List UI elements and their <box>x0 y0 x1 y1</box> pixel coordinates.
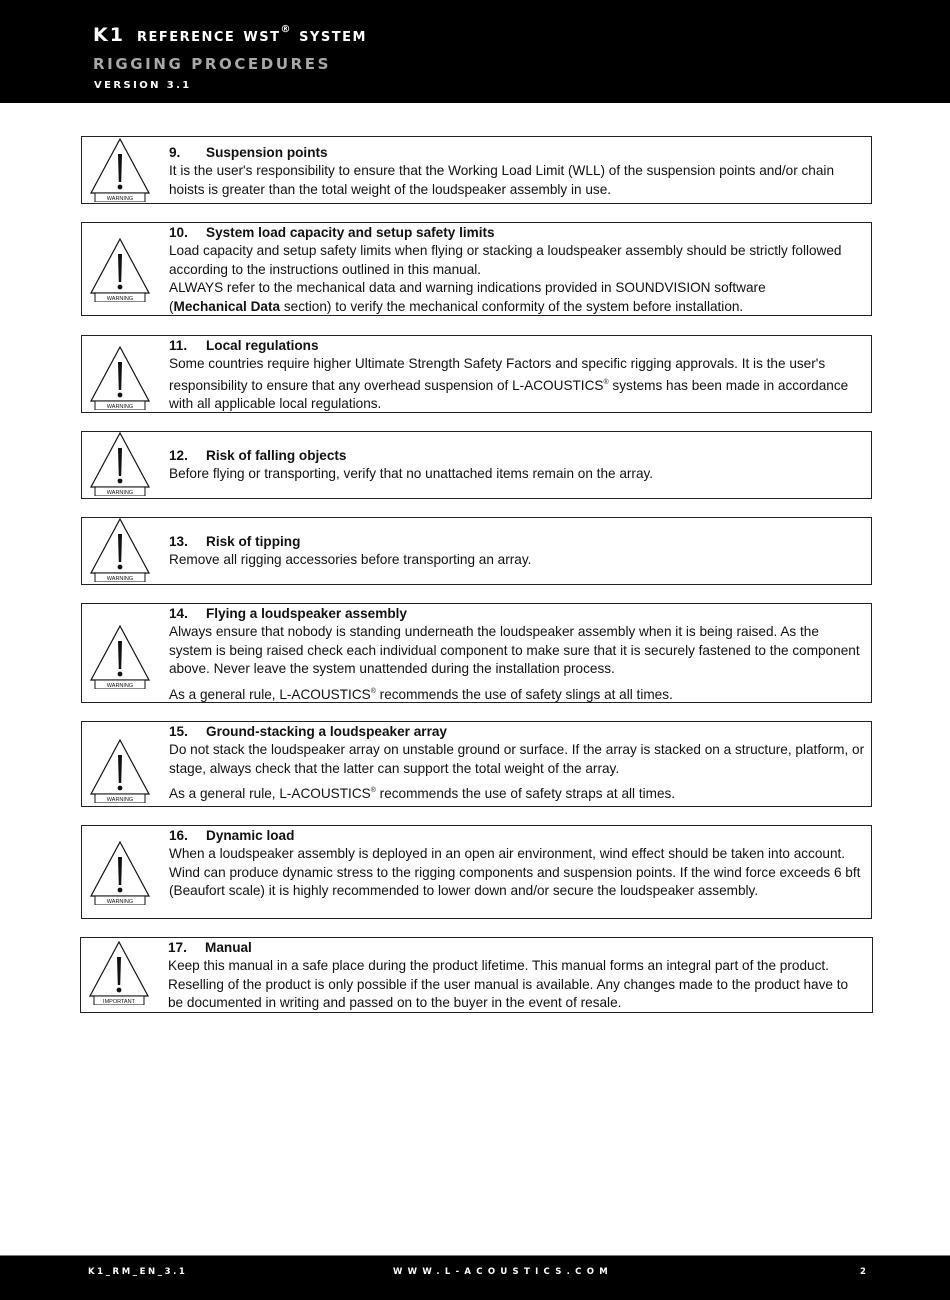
section-number: 16. <box>169 828 188 843</box>
document-version: VERSION 3.1 <box>94 80 192 91</box>
section-title: Ground-stacking a loudspeaker array <box>206 724 447 739</box>
warning-triangle-icon <box>89 138 151 202</box>
title-end: system <box>299 24 367 46</box>
registered-mark: ® <box>280 24 292 35</box>
warning-label: WARNING <box>106 296 134 302</box>
warning-box-13 <box>81 517 872 585</box>
section-title: Risk of tipping <box>206 534 301 549</box>
section-title: Flying a loudspeaker assembly <box>206 606 407 621</box>
warning-triangle-icon <box>89 625 151 689</box>
warning-box-12 <box>81 431 872 499</box>
warning-label: WARNING <box>106 196 134 202</box>
section-text: Some countries require higher Ultimate Strength Safety Factors and specific rigging approvals. It is the user's responsibility to ensure that any overhead suspension of L-ACOUSTICS® systems has been made in accordance with all applicable local regulations. <box>169 356 849 412</box>
warning-box-9 <box>81 136 872 204</box>
warning-label: WARNING <box>106 404 134 410</box>
warning-label: WARNING <box>106 490 134 496</box>
section-text: Remove all rigging accessories before transporting an array. <box>169 552 532 568</box>
section-title: Suspension points <box>206 145 328 160</box>
section-text: When a loudspeaker assembly is deployed in an open air environment, wind effect should be taken into account. Wind can produce dynamic stress to the rigging components and suspension points. If the wind force exceeds 6 bft (Beaufort scale) it is highly recommended to lower down and/or secure the loudspeaker assembly. <box>169 846 861 899</box>
document-code: K1_RM_EN_3.1 <box>88 1267 188 1277</box>
section-title: Manual <box>205 940 252 955</box>
section-text: ALWAYS refer to the mechanical data and warning indications provided in SOUNDVISION software <box>169 280 766 296</box>
document-subtitle: RIGGING PROCEDURES <box>93 55 332 73</box>
warning-label: WARNING <box>106 683 134 689</box>
warning-label: WARNING <box>106 797 134 803</box>
warning-box-11 <box>81 335 872 413</box>
warning-box-14 <box>81 603 872 703</box>
section-number: 11. <box>169 338 188 353</box>
section-title: System load capacity and setup safety limits <box>206 225 495 240</box>
warning-label: WARNING <box>106 576 134 582</box>
title-rest: reference wst <box>136 24 281 46</box>
important-label: IMPORTANT <box>103 999 135 1005</box>
section-number: 14. <box>169 606 188 621</box>
page-number: 2 <box>860 1267 866 1277</box>
important-triangle-icon <box>88 941 150 1005</box>
section-title: Risk of falling objects <box>206 448 347 463</box>
section-number: 12. <box>169 448 188 463</box>
warning-label: WARNING <box>106 899 134 905</box>
section-text: Do not stack the loudspeaker array on unstable ground or surface. If the array is stacked on a structure, platform, or stage, always check that the latter can support the total weight of the array. <box>169 742 865 776</box>
section-number: 17. <box>168 940 187 955</box>
warning-triangle-icon <box>89 238 151 302</box>
section-number: 13. <box>169 534 188 549</box>
section-text: Load capacity and setup safety limits when flying or stacking a loudspeaker assembly should be strictly followed according to the instructions outlined in this manual. <box>169 243 842 277</box>
section-number: 9. <box>169 145 181 160</box>
section-text: Always ensure that nobody is standing underneath the loudspeaker assembly when it is being raised. As the system is being raised check each individual component to make sure that it is securely fastened to the component above. Never leave the system unattended during the installation process. <box>169 624 860 677</box>
document-title <box>93 24 367 46</box>
section-text: As a general rule, L-ACOUSTICS® recommends the use of safety slings at all times. <box>169 686 673 702</box>
model-name: K1 <box>93 24 125 46</box>
warning-box-10 <box>81 222 872 316</box>
section-text: As a general rule, L-ACOUSTICS® recommends the use of safety straps at all times. <box>169 786 676 802</box>
important-box-17 <box>80 937 873 1013</box>
page-footer <box>0 1255 950 1300</box>
warning-triangle-icon <box>89 739 151 803</box>
website-link[interactable]: WWW.L-ACOUSTICS.COM <box>393 1267 614 1277</box>
warning-box-16 <box>81 825 872 919</box>
section-text: It is the user's responsibility to ensure that the Working Load Limit (WLL) of the suspension points and/or chain hoists is greater than the total weight of the loudspeaker assembly in use. <box>169 163 835 197</box>
warning-triangle-icon <box>89 841 151 905</box>
section-number: 10. <box>169 225 188 240</box>
section-text: (Mechanical Data section) to verify the mechanical conformity of the system before installation. <box>169 298 744 314</box>
section-title: Dynamic load <box>206 828 295 843</box>
warning-box-15 <box>81 721 872 807</box>
warning-triangle-icon <box>89 432 151 496</box>
mechanical-data-emphasis: Mechanical Data <box>173 298 281 314</box>
warning-triangle-icon <box>89 518 151 582</box>
section-text: Before flying or transporting, verify that no unattached items remain on the array. <box>169 466 654 482</box>
warning-triangle-icon <box>89 346 151 410</box>
page-header <box>0 0 950 103</box>
section-text: Keep this manual in a safe place during the product lifetime. This manual forms an integral part of the product. Reselling of the product is only possible if the user manual is available. Any changes made to the product have to be documented in writing and passed on to the buyer in the event of resale. <box>168 958 849 1011</box>
section-number: 15. <box>169 724 188 739</box>
section-title: Local regulations <box>206 338 319 353</box>
